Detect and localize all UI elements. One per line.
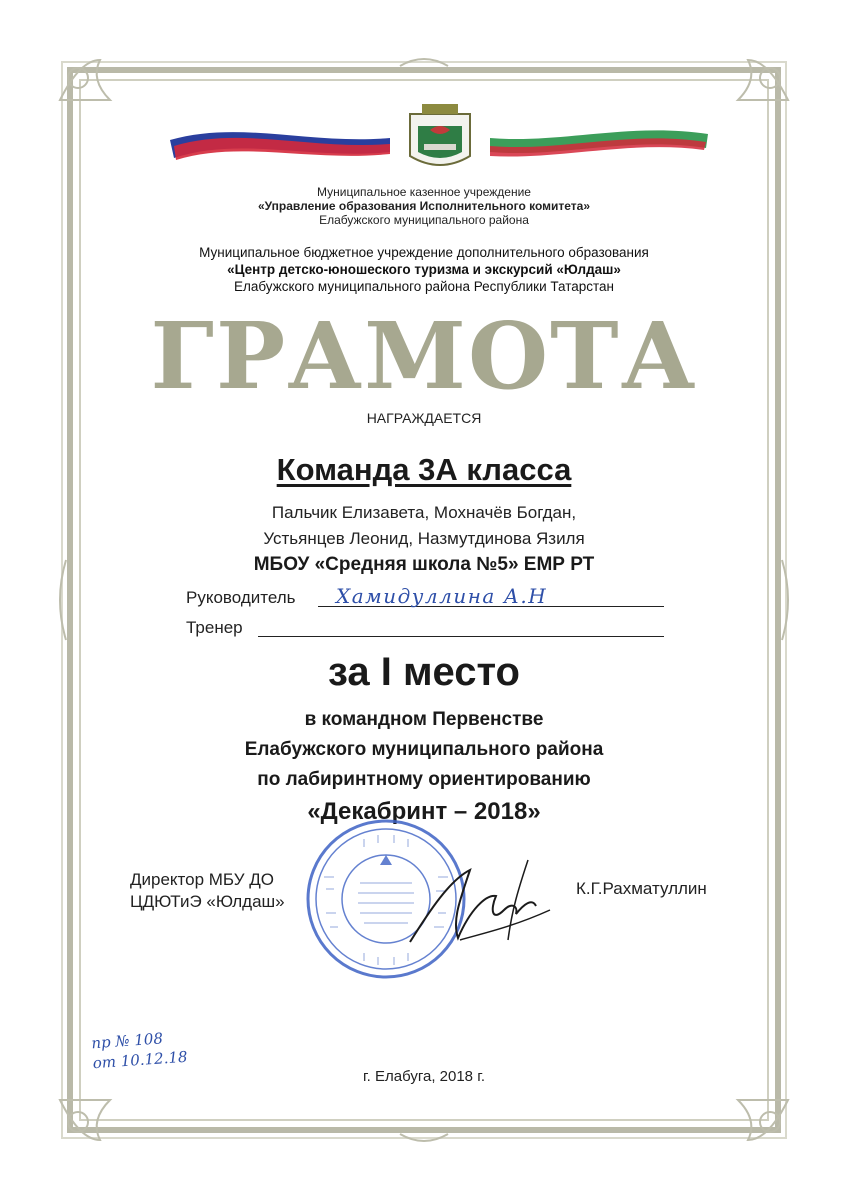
org-line-2: «Управление образования Исполнительного комитета» — [257, 199, 590, 213]
institution-line-2: «Центр детско-юношеского туризма и экскурсий «Юлдаш» — [227, 262, 621, 277]
leader-label: Руководитель — [186, 588, 296, 607]
director-signature — [400, 850, 560, 960]
awarded-label: НАГРАЖДАЕТСЯ — [366, 410, 482, 426]
signatory-title — [130, 869, 285, 913]
registration-number: пр № 108 — [90, 1029, 164, 1053]
signatory-title-line-1: Директор МБУ ДО — [130, 870, 274, 889]
coach-line — [258, 618, 664, 637]
recipient-team: Команда 3А класса — [276, 452, 572, 487]
registration-note — [91, 1027, 188, 1074]
signatory-name: К.Г.Рахматуллин — [576, 879, 707, 898]
team-members — [0, 500, 848, 552]
signatory-title-line-2: ЦДЮТиЭ «Юлдаш» — [130, 892, 285, 911]
coat-of-arms-icon — [410, 104, 470, 165]
members-line-1: Пальчик Елизавета, Мохначёв Богдан, — [271, 503, 577, 522]
award-line-3: по лабиринтному ориентированию — [257, 769, 591, 790]
members-line-2: Устьянцев Леонид, Назмутдинова Язиля — [263, 529, 585, 548]
institution — [0, 244, 848, 295]
institution-line-3: Елабужского муниципального района Республики Татарстан — [233, 279, 615, 294]
institution-line-1: Муниципальное бюджетное учреждение дополнительного образования — [199, 245, 649, 260]
certificate-title: ГРАМОТА — [150, 302, 698, 410]
coach-label: Тренер — [186, 618, 243, 637]
coach-field — [186, 618, 243, 638]
org-line-3: Елабужского муниципального района — [319, 213, 529, 227]
event-name: «Декабринт – 2018» — [307, 798, 541, 825]
leader-field — [186, 588, 296, 608]
place-and-date: г. Елабуга, 2018 г. — [363, 1068, 485, 1085]
award-description — [0, 705, 848, 795]
award-place: за I место — [328, 650, 520, 694]
school-name: МБОУ «Средняя школа №5» ЕМР РТ — [253, 554, 595, 575]
registration-date: от 10.12.18 — [92, 1047, 189, 1073]
leader-handwritten: Хамидуллина А.Н — [336, 584, 548, 608]
flag-ribbon-emblem — [160, 100, 720, 180]
award-line-2: Елабужского муниципального района — [244, 739, 604, 760]
award-line-1: в командном Первенстве — [304, 709, 544, 730]
org-line-1: Муниципальное казенное учреждение — [317, 185, 531, 199]
issuing-organization — [0, 185, 848, 227]
